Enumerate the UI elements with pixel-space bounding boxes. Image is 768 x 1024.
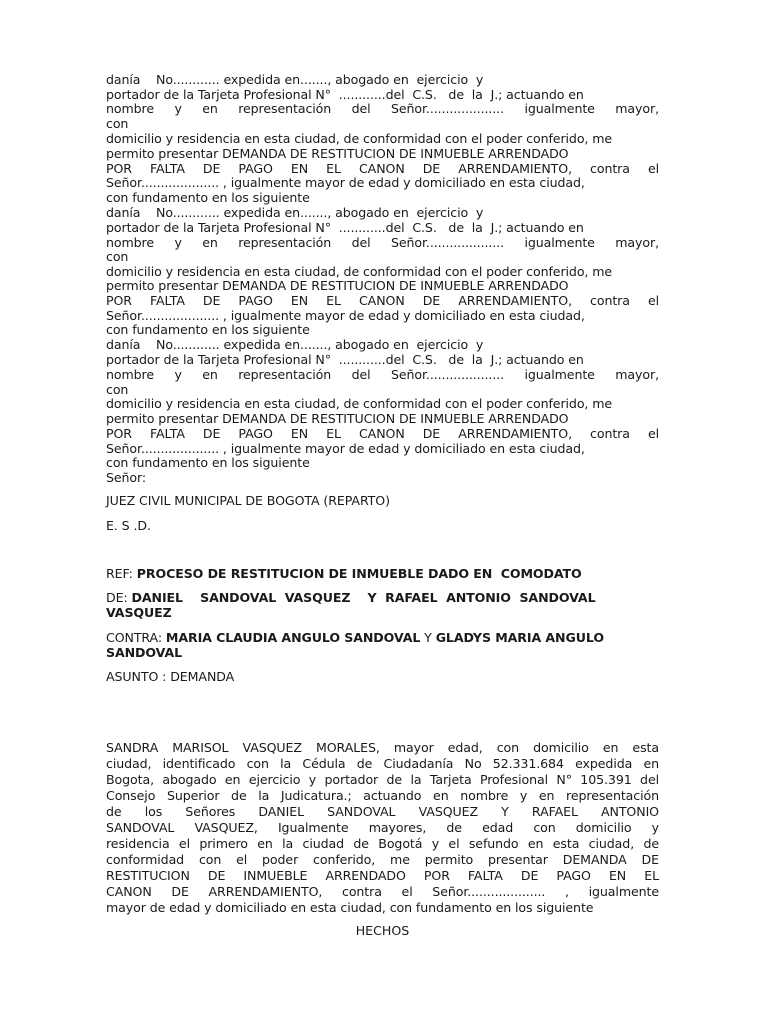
- contra-name-2-part1: GLADYS MARIA ANGULO: [435, 630, 604, 645]
- contra-label: CONTRA:: [106, 630, 166, 645]
- rep3-line-5: domicilio y residencia en esta ciudad, de conformidad con el poder conferido, me: [106, 396, 613, 411]
- de-line-2: VASQUEZ: [106, 605, 172, 620]
- rep2-line-8: Señor.................... , igualmente mayor de edad y domiciliado en esta ciudad,: [106, 308, 585, 323]
- rep3-line-8: Señor.................... , igualmente mayor de edad y domiciliado en esta ciudad,: [106, 441, 585, 456]
- body-line-11: mayor de edad y domiciliado en esta ciudad, con fundamento en los siguiente: [106, 900, 594, 915]
- de-value-1: DANIEL SANDOVAL VASQUEZ Y RAFAEL ANTONIO SANDOVAL: [131, 590, 596, 605]
- rep2-line-3: nombre y en representación del Señor.................... igualmente mayor,: [106, 235, 659, 250]
- rep3-line-7: POR FALTA DE PAGO EN EL CANON DE ARRENDAMIENTO, contra el: [106, 426, 659, 441]
- rep3-line-6: permito presentar DEMANDA DE RESTITUCION DE INMUEBLE ARRENDADO: [106, 411, 569, 426]
- rep1-line-5: domicilio y residencia en esta ciudad, de conformidad con el poder conferido, me: [106, 131, 613, 146]
- hechos-heading: HECHOS: [355, 923, 410, 938]
- rep1-line-1: danía No............ expedida en......., abogado en ejercicio y: [106, 72, 484, 87]
- asunto: ASUNTO : DEMANDA: [106, 669, 235, 684]
- ref-line: [106, 567, 659, 581]
- body-line-10: CANON DE ARRENDAMIENTO, contra el Señor.................... , igualmente: [106, 884, 659, 899]
- rep2-line-5: domicilio y residencia en esta ciudad, de conformidad con el poder conferido, me: [106, 264, 613, 279]
- rep1-line-6: permito presentar DEMANDA DE RESTITUCION DE INMUEBLE ARRENDADO: [106, 146, 569, 161]
- body-line-5: de los Señores DANIEL SANDOVAL VASQUEZ Y RAFAEL ANTONIO: [106, 804, 659, 819]
- body-line-2: ciudad, identificado con la Cédula de Ciudadanía No 52.331.684 expedida en: [106, 756, 659, 771]
- senor-label: Señor:: [106, 470, 147, 485]
- rep2-line-7: POR FALTA DE PAGO EN EL CANON DE ARRENDAMIENTO, contra el: [106, 293, 659, 308]
- rep1-line-2: portador de la Tarjeta Profesional N° ............del C.S. de la J.; actuando en: [106, 87, 584, 102]
- rep2-line-4: con: [106, 249, 129, 264]
- contra-line-2: SANDOVAL: [106, 645, 183, 660]
- addressee: JUEZ CIVIL MUNICIPAL DE BOGOTA (REPARTO): [106, 493, 390, 508]
- body-line-9: RESTITUCION DE INMUEBLE ARRENDADO POR FALTA DE PAGO EN EL: [106, 868, 659, 883]
- contra-line-1: [106, 631, 659, 645]
- rep3-line-4: con: [106, 382, 129, 397]
- rep2-line-1: danía No............ expedida en......., abogado en ejercicio y: [106, 205, 484, 220]
- rep1-line-8: Señor.................... , igualmente mayor de edad y domiciliado en esta ciudad,: [106, 175, 585, 190]
- contra-name-1: MARIA CLAUDIA ANGULO SANDOVAL: [165, 630, 421, 645]
- rep3-line-1: danía No............ expedida en......., abogado en ejercicio y: [106, 337, 484, 352]
- contra-joiner: Y: [420, 630, 436, 645]
- de-line-1: [106, 591, 659, 605]
- body-line-3: Bogota, abogado en ejercicio y portador de la Tarjeta Profesional N° 105.391 del: [106, 772, 659, 787]
- esd: E. S .D.: [106, 518, 151, 533]
- rep1-line-4: con: [106, 116, 129, 131]
- rep3-line-3: nombre y en representación del Señor.................... igualmente mayor,: [106, 367, 659, 382]
- body-line-6: SANDOVAL VASQUEZ, Igualmente mayores, de edad con domicilio y: [106, 820, 659, 835]
- rep1-line-7: POR FALTA DE PAGO EN EL CANON DE ARRENDAMIENTO, contra el: [106, 161, 659, 176]
- rep2-line-6: permito presentar DEMANDA DE RESTITUCION DE INMUEBLE ARRENDADO: [106, 278, 569, 293]
- body-line-1: SANDRA MARISOL VASQUEZ MORALES, mayor edad, con domicilio en esta: [106, 740, 659, 755]
- body-line-4: Consejo Superior de la Judicatura.; actuando en nombre y en representación: [106, 788, 659, 803]
- rep1-line-9: con fundamento en los siguiente: [106, 190, 310, 205]
- de-label: DE:: [106, 590, 132, 605]
- body-line-7: residencia el primero en la ciudad de Bogotá y el sefundo en esta ciudad, de: [106, 836, 659, 851]
- rep1-line-3: nombre y en representación del Señor.................... igualmente mayor,: [106, 101, 659, 116]
- rep2-line-9: con fundamento en los siguiente: [106, 322, 310, 337]
- rep2-line-2: portador de la Tarjeta Profesional N° ............del C.S. de la J.; actuando en: [106, 220, 584, 235]
- rep3-line-9: con fundamento en los siguiente: [106, 455, 310, 470]
- body-line-8: conformidad con el poder conferido, me permito presentar DEMANDA DE: [106, 852, 659, 867]
- ref-label: REF:: [106, 566, 137, 581]
- rep3-line-2: portador de la Tarjeta Profesional N° ............del C.S. de la J.; actuando en: [106, 352, 584, 367]
- ref-value: PROCESO DE RESTITUCION DE INMUEBLE DADO EN COMODATO: [136, 566, 582, 581]
